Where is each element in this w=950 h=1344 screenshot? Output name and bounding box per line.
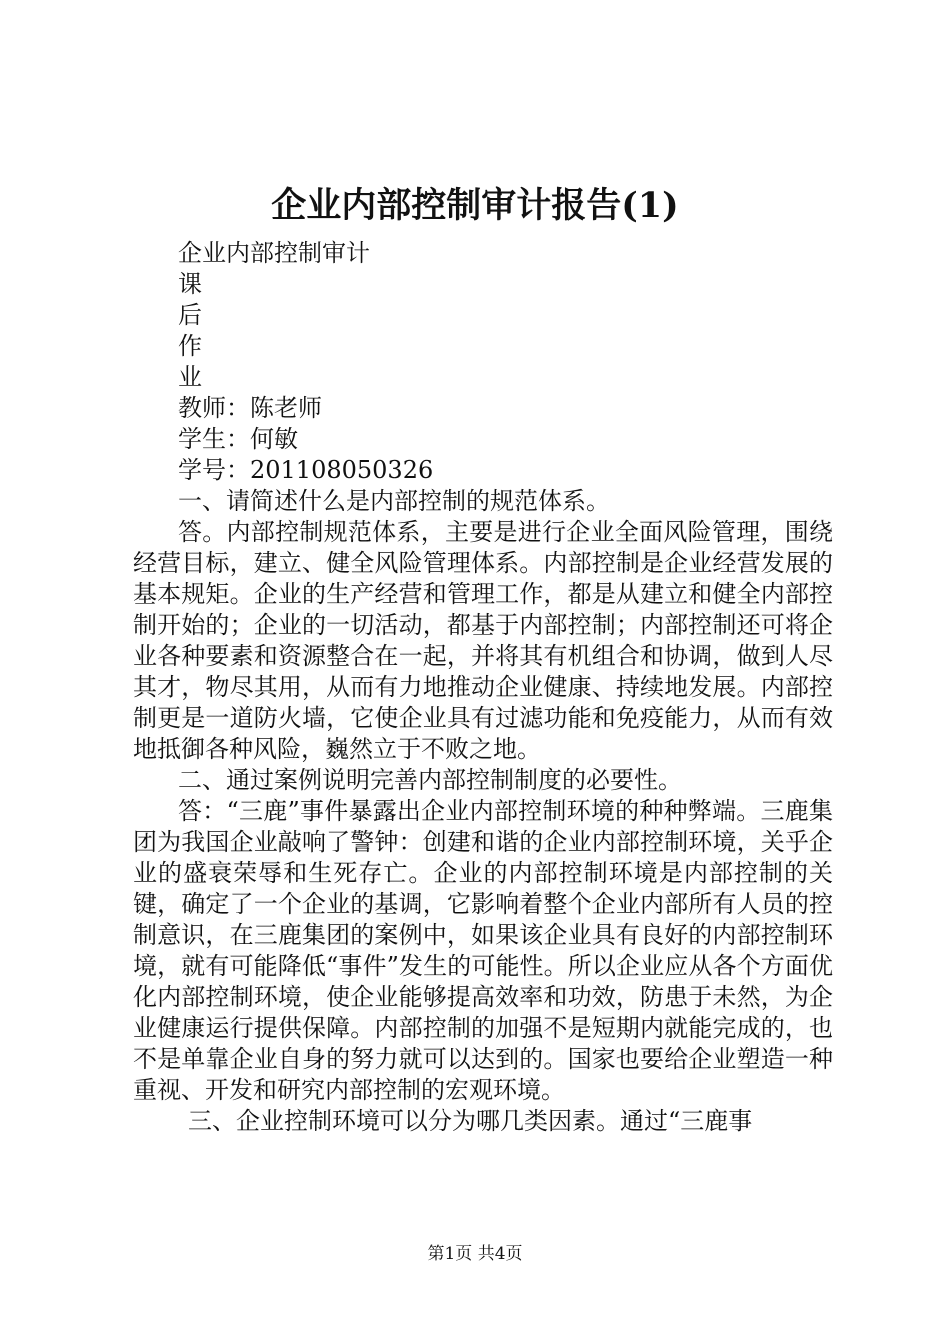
question-2: 二、通过案例说明完善内部控制制度的必要性。: [178, 766, 682, 794]
question-3: 三、企业控制环境可以分为哪几类因素。通过“三鹿事: [188, 1107, 753, 1135]
header-line-course: 企业内部控制审计: [178, 239, 370, 267]
header-line-hou: 后: [178, 301, 202, 329]
student-id-line: 学号：201108050326: [178, 456, 434, 484]
header-line-ke: 课: [178, 270, 202, 298]
answer-2: 答：“三鹿”事件暴露出企业内部控制环境的种种弊端。三鹿集团为我国企业敲响了警钟：创建和谐的企业内部控制环境，关乎企业的盛衰荣辱和生死存亡。企业的内部控制环境是内部控制的关键，确定了一个企业的基调，它影响着整个企业内部所有人员的控制意识，在三鹿集团的案例中，如果该企业具有良好的内部控制环境，就有可能降低“事件”发生的可能性。所以企业应从各个方面优化内部控制环境，使企业能够提高效率和功效，防患于未然，为企业健康运行提供保障。内部控制的加强不是短期内就能完成的，也不是单靠企业自身的努力就可以达到的。国家也要给企业塑造一种重视、开发和研究内部控制的宏观环境。: [133, 797, 833, 1104]
answer-1: 答。内部控制规范体系，主要是进行企业全面风险管理，围绕经营目标，建立、健全风险管理体系。内部控制是企业经营发展的基本规矩。企业的生产经营和管理工作，都是从建立和健全内部控制开始的；企业的一切活动，都基于内部控制；内部控制还可将企业各种要素和资源整合在一起，并将其有机组合和协调，做到人尽其才，物尽其用，从而有力地推动企业健康、持续地发展。内部控制更是一道防火墙，它使企业具有过滤功能和免疫能力，从而有效地抵御各种风险，巍然立于不败之地。: [133, 518, 833, 763]
document-title: 企业内部控制审计报告(1): [271, 185, 679, 226]
teacher-line: 教师：陈老师: [178, 394, 322, 422]
header-line-ye: 业: [178, 363, 202, 391]
document-body: [133, 238, 833, 1137]
header-line-zuo: 作: [178, 332, 202, 360]
student-line: 学生：何敏: [178, 425, 298, 453]
page-number-footer: 第1页 共4页: [427, 1244, 523, 1264]
question-1: 一、请简述什么是内部控制的规范体系。: [178, 487, 610, 515]
